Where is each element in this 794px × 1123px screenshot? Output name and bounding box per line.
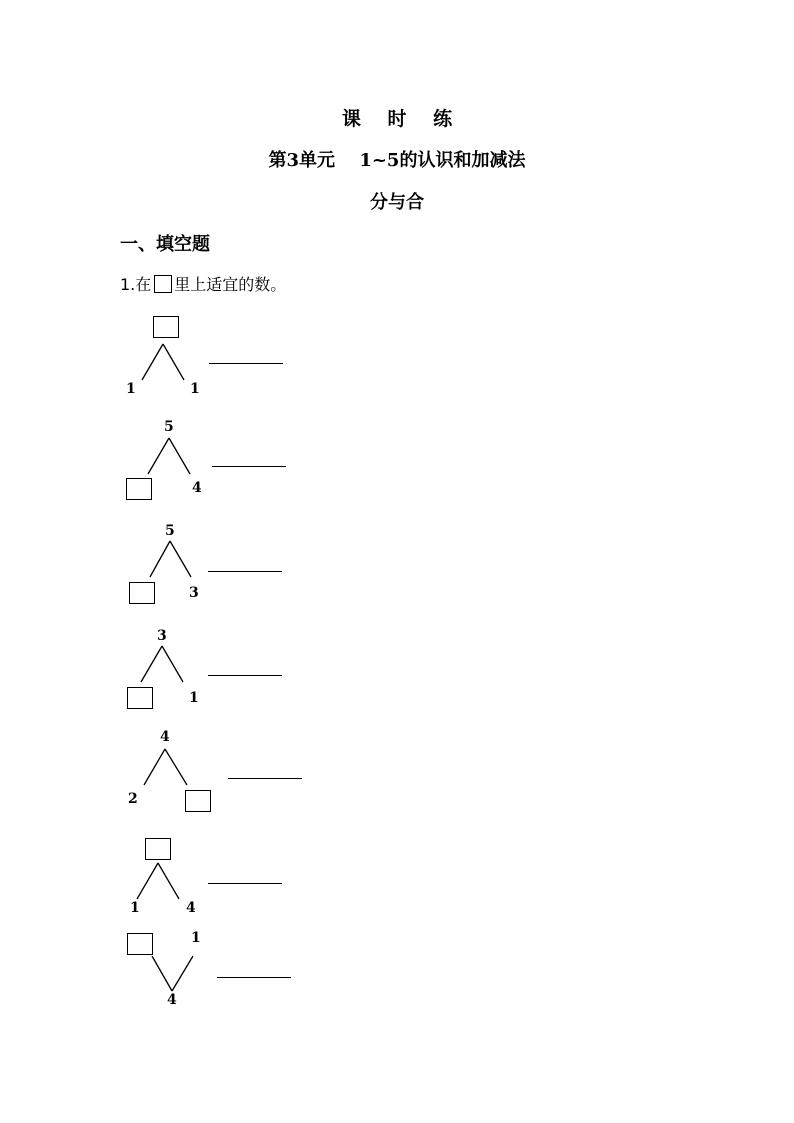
left-part: 1	[130, 900, 140, 916]
answer-blank[interactable]	[228, 778, 302, 779]
right-part: 3	[189, 585, 199, 601]
whole-number: 4	[160, 729, 170, 745]
right-part: 4	[192, 480, 202, 496]
unit-title: 第3单元 1~5的认识和加减法	[268, 150, 526, 171]
right-answer-box[interactable]	[185, 790, 211, 812]
left-part: 2	[128, 791, 138, 807]
right-part: 4	[186, 900, 196, 916]
answer-blank[interactable]	[208, 571, 282, 572]
answer-blank[interactable]	[208, 883, 282, 884]
whole-number: 5	[164, 419, 174, 435]
answer-blank[interactable]	[208, 675, 282, 676]
left-answer-box[interactable]	[129, 582, 155, 604]
left-answer-box[interactable]	[127, 933, 153, 955]
whole-number: 4	[167, 992, 177, 1008]
page-title	[0, 104, 794, 131]
left-answer-box[interactable]	[126, 478, 152, 500]
left-answer-box[interactable]	[127, 687, 153, 709]
answer-blank[interactable]	[212, 466, 286, 467]
title-char-1: 课	[341, 108, 361, 130]
section-heading: 一、填空题	[120, 234, 210, 255]
question-1-instruction	[120, 272, 286, 295]
right-part: 1	[189, 690, 199, 706]
whole-answer-box[interactable]	[153, 316, 179, 338]
whole-number: 5	[165, 523, 175, 539]
lesson-title: 分与合	[370, 192, 424, 213]
whole-number: 3	[157, 628, 167, 644]
left-part: 1	[126, 381, 136, 397]
answer-box-icon	[154, 275, 172, 293]
title-char-2: 时	[387, 108, 407, 130]
question-suffix: 里上适宜的数。	[174, 275, 287, 294]
right-part: 1	[191, 930, 201, 946]
whole-answer-box[interactable]	[145, 838, 171, 860]
answer-blank[interactable]	[217, 977, 291, 978]
question-prefix: 1.在	[120, 275, 152, 294]
right-part: 1	[190, 381, 200, 397]
title-char-3: 练	[433, 108, 453, 130]
answer-blank[interactable]	[209, 363, 283, 364]
